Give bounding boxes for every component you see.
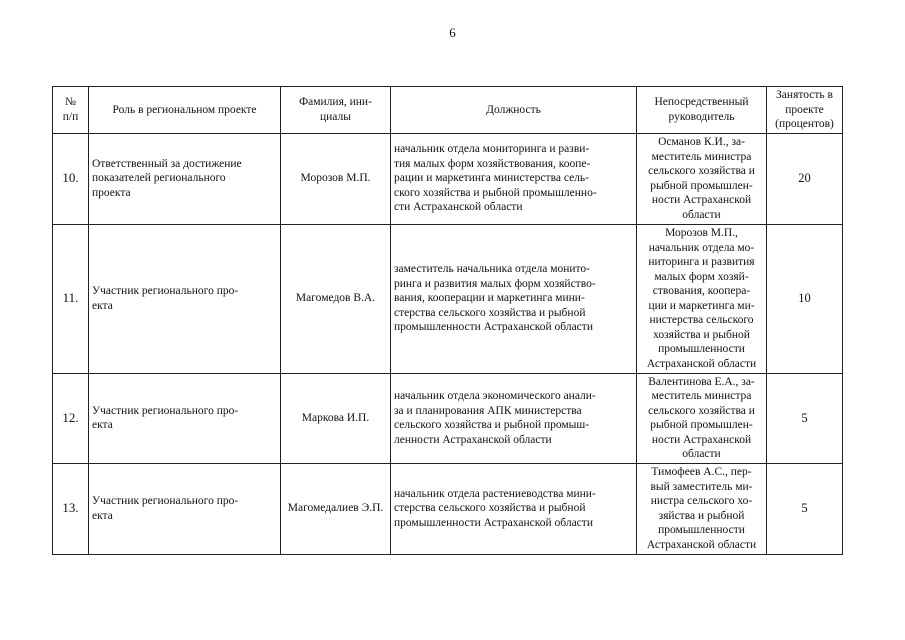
page-number: 6: [449, 25, 456, 40]
row-position: начальник отдела экономического анали- за и планирования АПК министерства сельского хозяйства и рыбной промыш- ленности Астраханской области: [391, 373, 637, 463]
row-num: 11.: [53, 224, 89, 373]
header-name: Фамилия, ини- циалы: [281, 87, 391, 134]
header-role: Роль в региональном проекте: [89, 87, 281, 134]
row-workload: 5: [767, 373, 843, 463]
header-manager: Непосредственный руководитель: [637, 87, 767, 134]
table-row: [53, 133, 843, 224]
row-num: 10.: [53, 133, 89, 224]
row-name: Магомедов В.А.: [281, 224, 391, 373]
row-position: начальник отдела растениеводства мини- стерства сельского хозяйства и рыбной промышленности Астраханской области: [391, 463, 637, 554]
row-role: Участник регионального про- екта: [89, 224, 281, 373]
row-role: Ответственный за достижение показателей регионального проекта: [89, 133, 281, 224]
row-position: начальник отдела мониторинга и разви- тия малых форм хозяйствования, коопе- рации и маркетинга министерства сель- ского хозяйства и рыбной промышленно- сти Астраханской области: [391, 133, 637, 224]
table-row: [53, 463, 843, 554]
header-position: Должность: [391, 87, 637, 134]
row-workload: 10: [767, 224, 843, 373]
row-name: Морозов М.П.: [281, 133, 391, 224]
row-num: 12.: [53, 373, 89, 463]
row-manager: Тимофеев А.С., пер- вый заместитель ми- нистра сельского хо- зяйства и рыбной промышленности Астраханской области: [637, 463, 767, 554]
row-num: 13.: [53, 463, 89, 554]
row-manager: Османов К.И., за- меститель министра сельского хозяйства и рыбной промышлен- ности Астраханской области: [637, 133, 767, 224]
header-num: № п/п: [53, 87, 89, 134]
table-header-row: [53, 87, 843, 134]
table-row: [53, 224, 843, 373]
row-position: заместитель начальника отдела монито- ринга и развития малых форм хозяйство- вания, кооперации и маркетинга мини- стерства сельского хозяйства и рыбной промышленности Астраханской области: [391, 224, 637, 373]
table-row: [53, 373, 843, 463]
row-role: Участник регионального про- екта: [89, 373, 281, 463]
row-name: Маркова И.П.: [281, 373, 391, 463]
row-name: Магомедалиев Э.П.: [281, 463, 391, 554]
header-workload: Занятость в проекте (процентов): [767, 87, 843, 134]
row-workload: 5: [767, 463, 843, 554]
project-team-table: [52, 86, 843, 555]
row-role: Участник регионального про- екта: [89, 463, 281, 554]
row-manager: Морозов М.П., начальник отдела мо- ниторинга и развития малых форм хозяй- ствования, коопера- ции и маркетинга ми- нистерства сельского хозяйства и рыбной промышленности Астраханской области: [637, 224, 767, 373]
row-manager: Валентинова Е.А., за- меститель министра сельского хозяйства и рыбной промышлен- ности Астраханской области: [637, 373, 767, 463]
row-workload: 20: [767, 133, 843, 224]
